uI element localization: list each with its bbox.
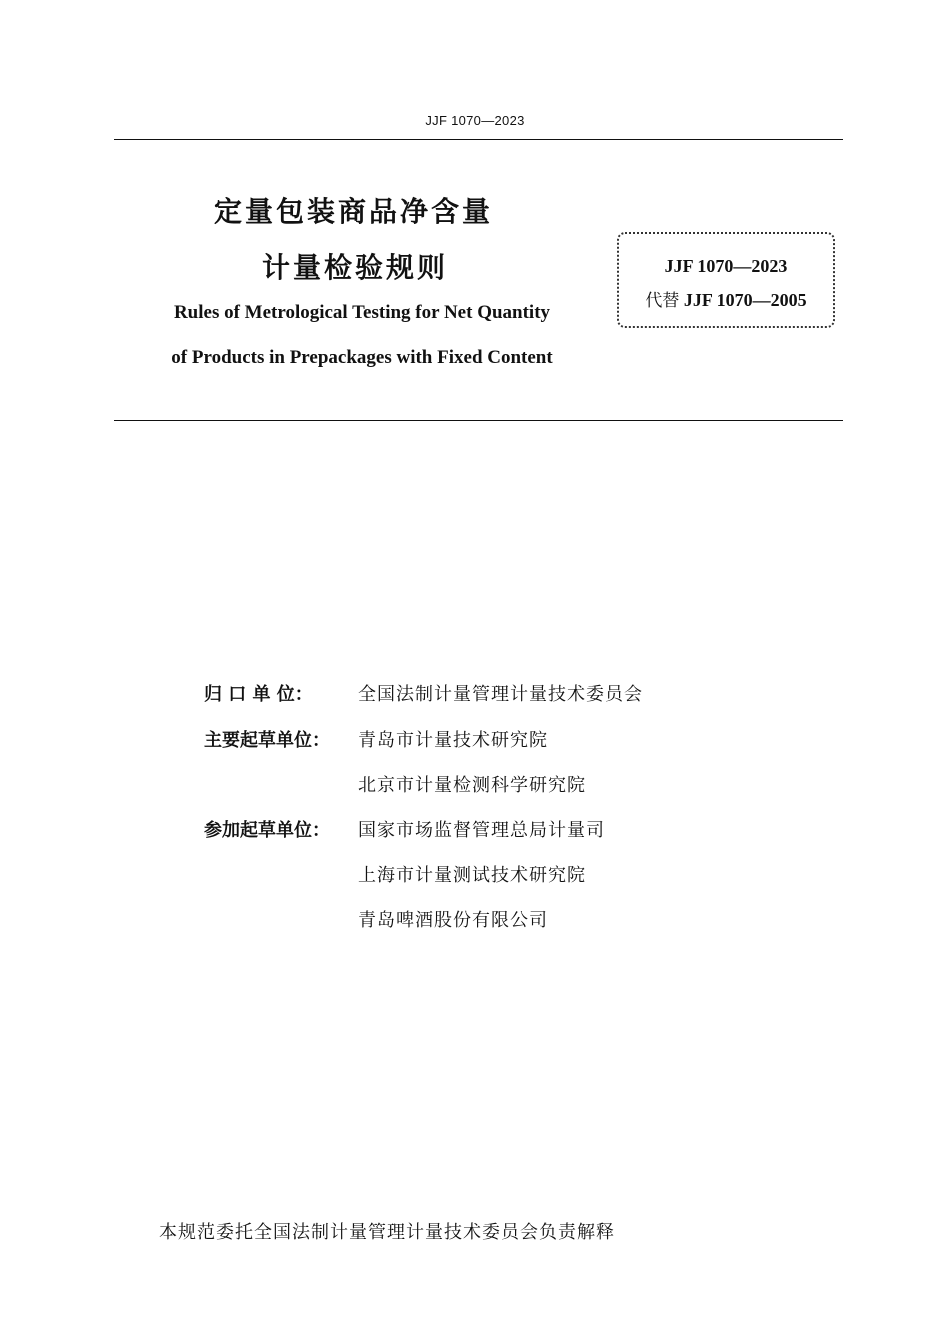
title-en-line1: Rules of Metrological Testing for Net Quantity	[173, 302, 551, 323]
participating-org: 青岛啤酒股份有限公司	[358, 910, 548, 931]
responsible-org-row	[204, 680, 643, 706]
standard-code-box	[617, 232, 835, 328]
bottom-divider	[114, 420, 843, 421]
main-drafting-org: 青岛市计量技术研究院	[358, 730, 548, 751]
title-cn-line2: 计量检验规则	[262, 251, 449, 284]
responsible-org-value: 全国法制计量管理计量技术委员会	[358, 684, 643, 705]
title-en-line2: of Products in Prepackages with Fixed Content	[171, 347, 553, 368]
standard-code: JJF 1070—2023	[664, 256, 788, 276]
replaces-label: 代替	[645, 291, 680, 311]
header-standard-code: JJF 1070—2023	[425, 113, 525, 128]
main-drafting-row	[204, 726, 548, 752]
replaces-line	[619, 286, 833, 311]
participating-org: 国家市场监督管理总局计量司	[358, 820, 605, 841]
main-drafting-org: 北京市计量检测科学研究院	[358, 775, 586, 796]
replaces-code: JJF 1070—2005	[683, 290, 807, 310]
footer-note: 本规范委托全国法制计量管理计量技术委员会负责解释	[159, 1222, 615, 1243]
responsible-org-label: 归 口 单 位：	[204, 684, 313, 705]
main-drafting-label: 主要起草单位：	[204, 730, 330, 751]
participating-org: 上海市计量测试技术研究院	[358, 865, 586, 886]
top-divider	[114, 139, 843, 140]
title-cn-line1: 定量包装商品净含量	[214, 195, 494, 228]
participating-label: 参加起草单位：	[204, 820, 330, 841]
participating-row	[204, 816, 605, 842]
